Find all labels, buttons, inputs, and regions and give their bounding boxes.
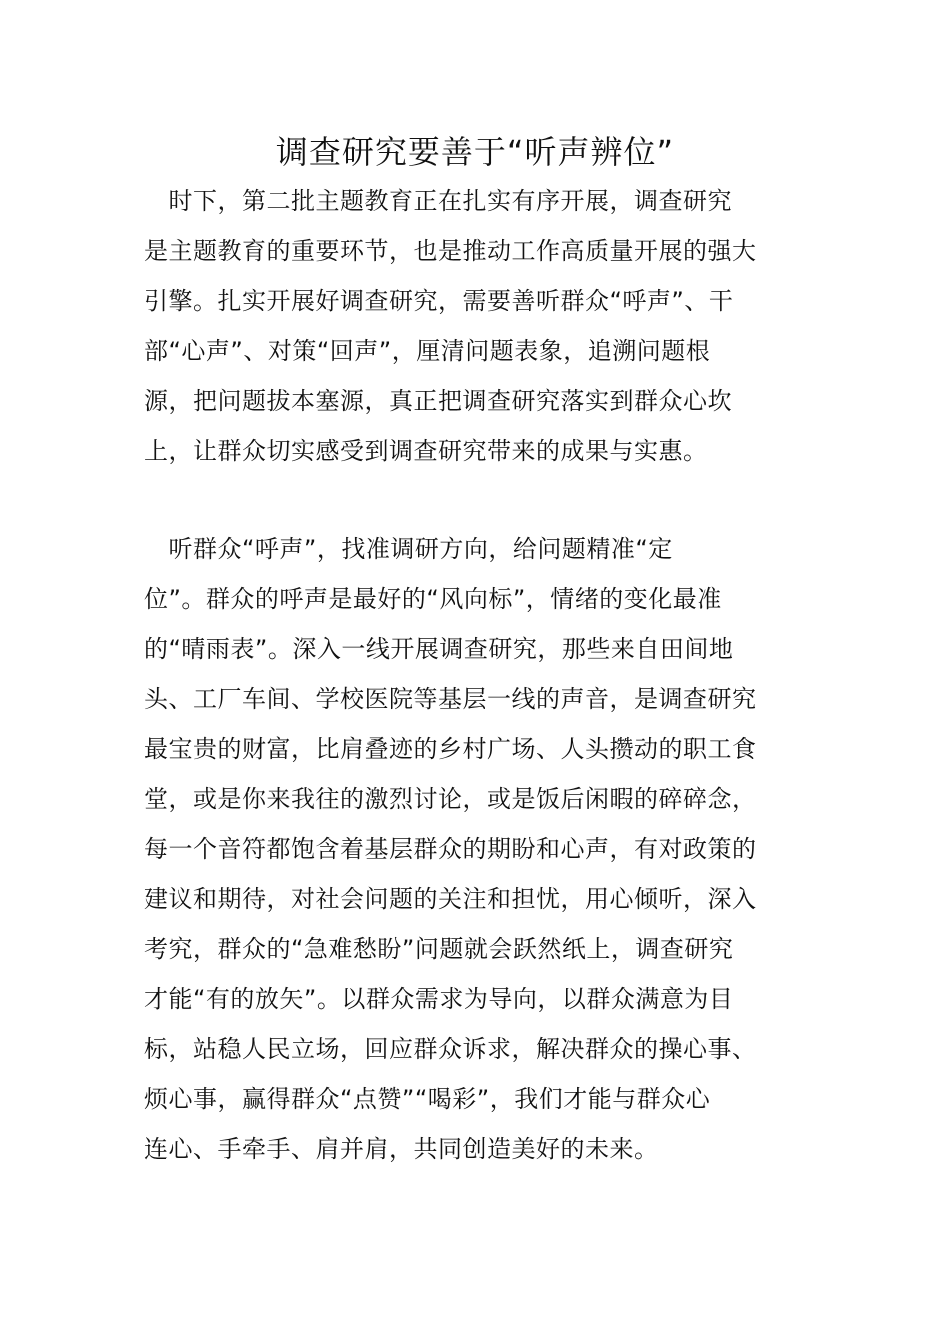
text-line: 头、工厂车间、学校医院等基层一线的声音，是调查研究 bbox=[144, 685, 757, 713]
text-line: 引擎。扎实开展好调查研究，需要善听群众“呼声”、干 bbox=[144, 287, 734, 315]
document-title: 调查研究要善于“听声辨位” bbox=[275, 133, 675, 171]
text-line: 烦心事，赢得群众“点赞”“喝彩”，我们才能与群众心 bbox=[144, 1085, 711, 1113]
text-line: 是主题教育的重要环节，也是推动工作高质量开展的强大 bbox=[144, 237, 757, 265]
text-line: 每一个音符都饱含着基层群众的期盼和心声，有对政策的 bbox=[144, 835, 757, 863]
text-line: 考究，群众的“急难愁盼”问题就会跃然纸上，调查研究 bbox=[144, 935, 734, 963]
text-line: 堂，或是你来我往的激烈讨论，或是饭后闲暇的碎碎念， bbox=[144, 785, 757, 813]
text-line: 才能“有的放矢”。以群众需求为导向，以群众满意为目 bbox=[144, 985, 734, 1013]
text-line: 连心、手牵手、肩并肩，共同创造美好的未来。 bbox=[144, 1135, 659, 1163]
text-line: 的“晴雨表”。深入一线开展调查研究，那些来自田间地 bbox=[144, 635, 734, 663]
paragraph-1 bbox=[144, 176, 808, 476]
text-line: 建议和期待，对社会问题的关注和担忧，用心倾听，深入 bbox=[144, 885, 757, 913]
text-line: 时下，第二批主题教育正在扎实有序开展，调查研究 bbox=[144, 187, 732, 215]
text-line: 部“心声”、对策“回声”，厘清问题表象，追溯问题根 bbox=[144, 337, 711, 365]
text-line: 上，让群众切实感受到调查研究带来的成果与实惠。 bbox=[144, 437, 708, 465]
text-line: 听群众“呼声”，找准调研方向，给问题精准“定 bbox=[144, 535, 673, 563]
text-line: 源，把问题拔本塞源，真正把调查研究落实到群众心坎 bbox=[144, 387, 732, 415]
text-line: 位”。群众的呼声是最好的“风向标”，情绪的变化最准 bbox=[144, 585, 722, 613]
text-line: 最宝贵的财富，比肩叠迹的乡村广场、人头攒动的职工食 bbox=[144, 735, 757, 763]
text-line: 标，站稳人民立场，回应群众诉求，解决群众的操心事、 bbox=[144, 1035, 757, 1063]
paragraph-2 bbox=[144, 524, 808, 1174]
